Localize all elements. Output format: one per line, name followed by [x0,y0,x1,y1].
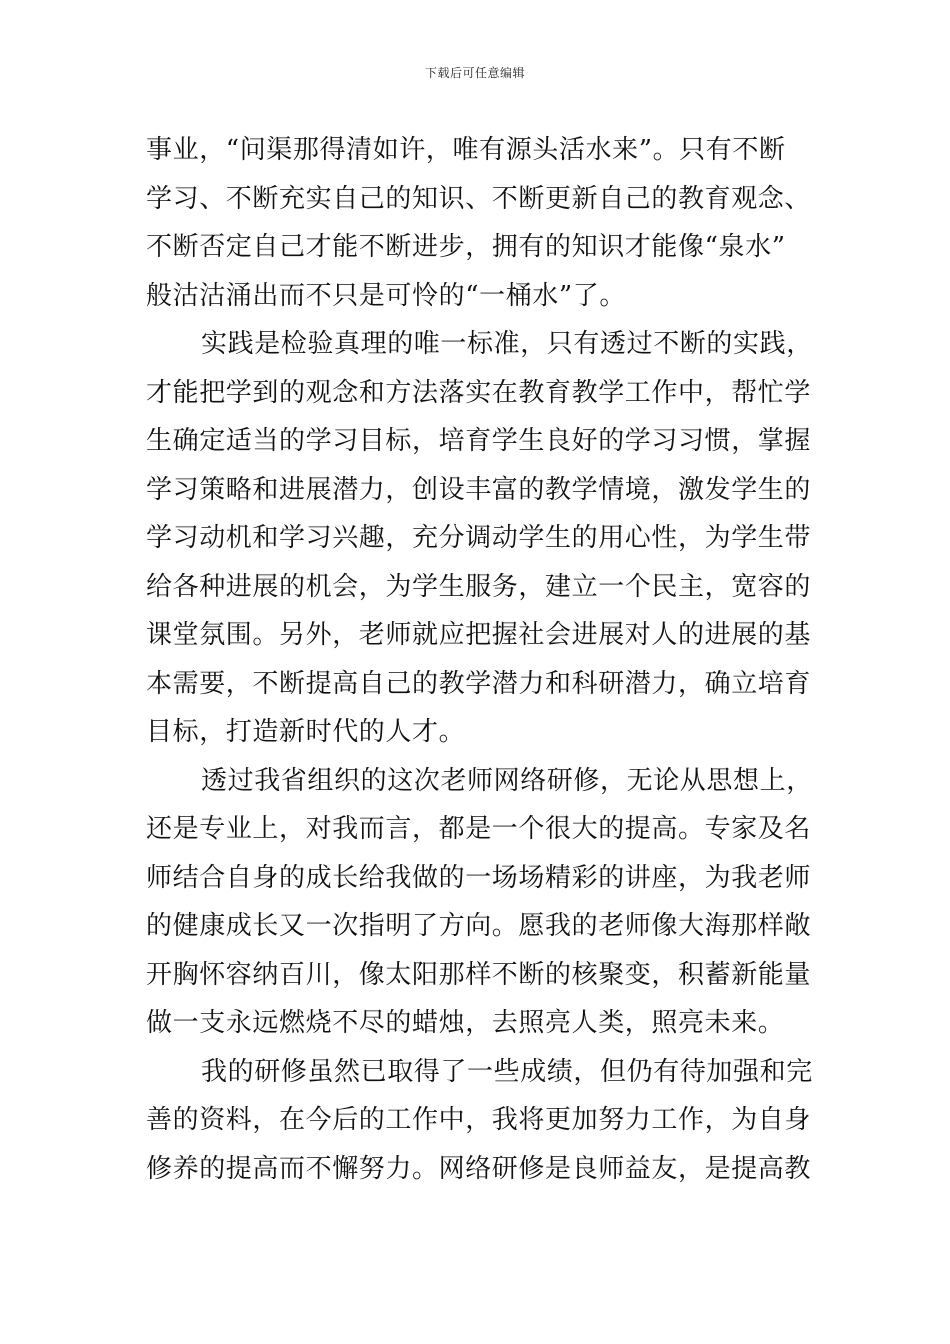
text-line: 的健康成长又一次指明了方向。愿我的老师像大海那样敞 [146,911,812,941]
text-line: 我的研修虽然已取得了一些成绩，但仍有待加强和完 [201,1056,813,1087]
text-line: 善的资料，在今后的工作中，我将更加努力工作，为自身 [146,1105,812,1135]
text-line: 般沽沽涌出而不只是可怜的“一桶水”了。 [146,280,626,311]
text-line: 师结合自身的成长给我做的一场场精彩的讲座，为我老师 [146,862,812,893]
text-line: 给各种进展的机会，为学生服务，建立一个民主，宽容的 [146,571,812,602]
text-line: 生确定适当的学习目标，培育学生良好的学习习惯，掌握 [146,426,812,456]
text-line: 事业，“问渠那得清如许，唯有源头活水来”。只有不断 [146,135,786,165]
text-line: 开胸怀容纳百川，像太阳那样不断的核聚变，积蓄新能量 [146,959,812,990]
text-line: 学习动机和学习兴趣，充分调动学生的用心性，为学生带 [146,523,812,553]
text-line: 做一支永远燃烧不尽的蜡烛，去照亮人类，照亮未来。 [146,1008,785,1038]
body-text [146,126,813,1193]
text-line: 目标，打造新时代的人才。 [146,717,466,747]
text-line: 本需要，不断提高自己的教学潜力和科研潜力，确立培育 [146,668,812,699]
text-line: 透过我省组织的这次老师网络研修，无论从思想上， [201,765,813,796]
text-line: 学习策略和进展潜力，创设丰富的教学情境，激发学生的 [146,474,812,505]
text-line: 课堂氛围。另外，老师就应把握社会进展对人的进展的基 [146,620,812,650]
page-header: 下载后可任意编辑 [424,66,525,80]
text-line: 修养的提高而不懈努力。网络研修是良师益友，是提高教 [146,1153,812,1184]
text-line: 学习、不断充实自己的知识、不断更新自己的教育观念、 [146,183,812,214]
text-line: 还是专业上，对我而言，都是一个很大的提高。专家及名 [146,814,812,844]
text-line: 实践是检验真理的唯一标准，只有透过不断的实践， [201,329,813,359]
text-line: 不断否定自己才能不断进步，拥有的知识才能像“泉水” [146,232,786,262]
text-line: 才能把学到的观念和方法落实在教育教学工作中，帮忙学 [146,377,812,408]
